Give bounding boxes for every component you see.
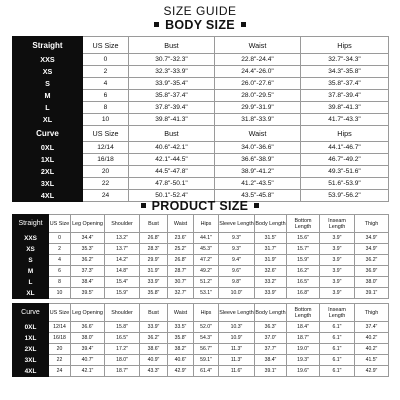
category-header: Straight <box>13 37 83 54</box>
measurement-cell: 34.0"-36.6" <box>215 142 301 154</box>
size-label-cell: XL <box>13 288 49 299</box>
measurement-cell: 11.6" <box>219 366 255 377</box>
measurement-cell: 28.0"-29.5" <box>215 90 301 102</box>
table-row <box>13 344 389 355</box>
us-size-cell: 8 <box>83 102 129 114</box>
size-label-cell: L <box>13 102 83 114</box>
measurement-cell: 35.8" <box>168 333 194 344</box>
measurement-cell: 40.7" <box>71 355 105 366</box>
measurement-cell: 49.2" <box>194 266 219 277</box>
measurement-cell: 50.1"-52.4" <box>129 190 215 202</box>
measurement-cell: 38.0" <box>355 277 389 288</box>
size-label-cell: S <box>13 78 83 90</box>
size-label-cell: M <box>13 90 83 102</box>
measurement-cell: 42.9" <box>355 366 389 377</box>
measurement-cell: 29.9" <box>140 255 168 266</box>
column-header: Hips <box>194 304 219 322</box>
measurement-cell: 19.0" <box>287 344 320 355</box>
measurement-cell: 36.6"-38.9" <box>215 154 301 166</box>
measurement-cell: 33.2" <box>255 277 287 288</box>
measurement-cell: 37.8"-39.4" <box>301 90 389 102</box>
measurement-cell: 38.0" <box>71 333 105 344</box>
column-header: Inseam Length <box>320 215 355 233</box>
measurement-cell: 10.0" <box>219 288 255 299</box>
measurement-cell: 42.1"-44.5" <box>129 154 215 166</box>
column-header: Bottom Length <box>287 215 320 233</box>
size-label-cell: 3XL <box>13 355 49 366</box>
measurement-cell: 42.9" <box>168 366 194 377</box>
measurement-cell: 37.8"-39.4" <box>129 102 215 114</box>
size-label-cell: 0XL <box>13 142 83 154</box>
measurement-cell: 9.4" <box>219 255 255 266</box>
product-size-title: PRODUCT SIZE <box>151 199 249 213</box>
category-header: Curve <box>13 304 49 322</box>
measurement-cell: 34.9" <box>355 233 389 244</box>
table-header-row <box>13 37 389 54</box>
measurement-cell: 15.9" <box>287 255 320 266</box>
measurement-cell: 39.1" <box>255 366 287 377</box>
measurement-cell: 46.7"-49.2" <box>301 154 389 166</box>
measurement-cell: 54.3" <box>194 333 219 344</box>
measurement-cell: 9.8" <box>219 277 255 288</box>
measurement-cell: 36.6" <box>71 322 105 333</box>
us-size-cell: 22 <box>49 355 71 366</box>
measurement-cell: 35.3" <box>71 244 105 255</box>
column-header: Leg Opening <box>71 304 105 322</box>
measurement-cell: 13.7" <box>105 244 140 255</box>
table-row <box>13 90 389 102</box>
square-bullet-icon <box>254 203 259 208</box>
us-size-cell: 10 <box>83 114 129 126</box>
column-header: Hips <box>194 215 219 233</box>
table-row <box>13 78 389 90</box>
measurement-cell: 29.9"-31.9" <box>215 102 301 114</box>
column-header: Inseam Length <box>320 304 355 322</box>
size-label-cell: 3XL <box>13 178 83 190</box>
measurement-cell: 33.5" <box>168 322 194 333</box>
measurement-cell: 38.4" <box>71 277 105 288</box>
measurement-cell: 32.7"-34.3" <box>301 54 389 66</box>
measurement-cell: 28.3" <box>140 244 168 255</box>
measurement-cell: 33.9" <box>255 288 287 299</box>
measurement-cell: 47.2" <box>194 255 219 266</box>
table-row <box>13 54 389 66</box>
table-header-row <box>13 304 389 322</box>
column-header: Bust <box>140 304 168 322</box>
table-row <box>13 366 389 377</box>
measurement-cell: 30.7" <box>168 277 194 288</box>
size-label-cell: XS <box>13 66 83 78</box>
category-header: Straight <box>13 215 49 233</box>
table-row <box>13 277 389 288</box>
size-label-cell: 1XL <box>13 333 49 344</box>
column-header: Shoulder <box>105 215 140 233</box>
measurement-cell: 11.3" <box>219 355 255 366</box>
measurement-cell: 44.1"-46.7" <box>301 142 389 154</box>
column-header: Waist <box>215 37 301 54</box>
column-header: Bust <box>129 126 215 142</box>
measurement-cell: 6.1" <box>320 333 355 344</box>
size-label-cell: 2XL <box>13 166 83 178</box>
measurement-cell: 14.8" <box>105 266 140 277</box>
table-row <box>13 102 389 114</box>
body-size-straight-table <box>12 36 389 126</box>
measurement-cell: 33.9" <box>140 277 168 288</box>
measurement-cell: 35.8" <box>140 288 168 299</box>
measurement-cell: 59.1" <box>194 355 219 366</box>
measurement-cell: 16.5" <box>105 333 140 344</box>
size-guide-title: SIZE GUIDE <box>163 4 237 18</box>
us-size-cell: 22 <box>83 178 129 190</box>
measurement-cell: 45.3" <box>194 244 219 255</box>
measurement-cell: 38.9"-41.2" <box>215 166 301 178</box>
measurement-cell: 36.3" <box>255 322 287 333</box>
measurement-cell: 15.9" <box>105 288 140 299</box>
measurement-cell: 10.9" <box>219 333 255 344</box>
measurement-cell: 56.7" <box>194 344 219 355</box>
measurement-cell: 44.5"-47.8" <box>129 166 215 178</box>
body-size-title: BODY SIZE <box>165 18 235 32</box>
measurement-cell: 13.2" <box>105 233 140 244</box>
measurement-cell: 39.8"-41.3" <box>301 102 389 114</box>
us-size-cell: 8 <box>49 277 71 288</box>
measurement-cell: 51.6"-53.9" <box>301 178 389 190</box>
column-header: Bust <box>129 37 215 54</box>
measurement-cell: 19.3" <box>287 355 320 366</box>
us-size-cell: 6 <box>49 266 71 277</box>
measurement-cell: 31.7" <box>255 244 287 255</box>
measurement-cell: 49.3"-51.6" <box>301 166 389 178</box>
column-header: Shoulder <box>105 304 140 322</box>
measurement-cell: 41.2"-43.5" <box>215 178 301 190</box>
us-size-cell: 20 <box>49 344 71 355</box>
table-row <box>13 288 389 299</box>
size-label-cell: 4XL <box>13 190 83 202</box>
measurement-cell: 11.3" <box>219 344 255 355</box>
column-header: Bust <box>140 215 168 233</box>
measurement-cell: 23.6" <box>168 233 194 244</box>
square-bullet-icon <box>241 22 246 27</box>
measurement-cell: 6.1" <box>320 344 355 355</box>
column-header: Leg Opening <box>71 215 105 233</box>
measurement-cell: 18.7" <box>105 366 140 377</box>
size-label-cell: XL <box>13 114 83 126</box>
measurement-cell: 35.8"-37.4" <box>129 90 215 102</box>
us-size-cell: 10 <box>49 288 71 299</box>
measurement-cell: 38.6" <box>140 344 168 355</box>
measurement-cell: 6.1" <box>320 355 355 366</box>
measurement-cell: 26.0"-27.6" <box>215 78 301 90</box>
measurement-cell: 16.2" <box>287 266 320 277</box>
measurement-cell: 34.3"-35.8" <box>301 66 389 78</box>
square-bullet-icon <box>154 22 159 27</box>
table-row <box>13 322 389 333</box>
measurement-cell: 15.4" <box>105 277 140 288</box>
size-label-cell: S <box>13 255 49 266</box>
measurement-cell: 16.8" <box>287 288 320 299</box>
measurement-cell: 37.4" <box>355 322 389 333</box>
column-header: Waist <box>215 126 301 142</box>
measurement-cell: 9.3" <box>219 244 255 255</box>
measurement-cell: 40.9" <box>140 355 168 366</box>
product-size-curve-table <box>12 303 389 377</box>
size-label-cell: 1XL <box>13 154 83 166</box>
column-header: Hips <box>301 126 389 142</box>
measurement-cell: 18.7" <box>287 333 320 344</box>
column-header: US Size <box>49 304 71 322</box>
measurement-cell: 33.9" <box>140 322 168 333</box>
measurement-cell: 9.6" <box>219 266 255 277</box>
us-size-cell: 2 <box>49 244 71 255</box>
measurement-cell: 53.9"-56.2" <box>301 190 389 202</box>
size-label-cell: M <box>13 266 49 277</box>
us-size-cell: 12/14 <box>83 142 129 154</box>
measurement-cell: 24.4"-26.0" <box>215 66 301 78</box>
measurement-cell: 6.1" <box>320 366 355 377</box>
measurement-cell: 19.6" <box>287 366 320 377</box>
table-row <box>13 333 389 344</box>
measurement-cell: 36.2" <box>71 255 105 266</box>
column-header: Hips <box>301 37 389 54</box>
table-row <box>13 154 389 166</box>
measurement-cell: 38.2" <box>168 344 194 355</box>
measurement-cell: 36.2" <box>140 333 168 344</box>
measurement-cell: 39.4" <box>71 344 105 355</box>
measurement-cell: 37.7" <box>255 344 287 355</box>
size-label-cell: XXS <box>13 233 49 244</box>
us-size-cell: 16/18 <box>49 333 71 344</box>
table-row <box>13 255 389 266</box>
size-label-cell: L <box>13 277 49 288</box>
table-row <box>13 355 389 366</box>
us-size-cell: 6 <box>83 90 129 102</box>
table-row <box>13 244 389 255</box>
measurement-cell: 37.0" <box>255 333 287 344</box>
size-label-cell: XS <box>13 244 49 255</box>
column-header: Waist <box>168 304 194 322</box>
measurement-cell: 3.9" <box>320 255 355 266</box>
us-size-cell: 4 <box>49 255 71 266</box>
measurement-cell: 15.6" <box>287 233 320 244</box>
measurement-cell: 39.8"-41.3" <box>129 114 215 126</box>
measurement-cell: 43.5"-45.8" <box>215 190 301 202</box>
measurement-cell: 37.3" <box>71 266 105 277</box>
measurement-cell: 41.7"-43.3" <box>301 114 389 126</box>
table-row <box>13 114 389 126</box>
size-label-cell: 2XL <box>13 344 49 355</box>
us-size-cell: 0 <box>49 233 71 244</box>
measurement-cell: 15.7" <box>287 244 320 255</box>
measurement-cell: 34.4" <box>71 233 105 244</box>
measurement-cell: 31.5" <box>255 233 287 244</box>
column-header: Sleeve Length <box>219 304 255 322</box>
us-size-cell: 0 <box>83 54 129 66</box>
measurement-cell: 25.2" <box>168 244 194 255</box>
measurement-cell: 61.4" <box>194 366 219 377</box>
measurement-cell: 35.8"-37.4" <box>301 78 389 90</box>
measurement-cell: 3.9" <box>320 288 355 299</box>
size-label-cell: XXS <box>13 54 83 66</box>
measurement-cell: 32.6" <box>255 266 287 277</box>
measurement-cell: 34.9" <box>355 244 389 255</box>
us-size-cell: 16/18 <box>83 154 129 166</box>
measurement-cell: 17.2" <box>105 344 140 355</box>
column-header: Body Length <box>255 215 287 233</box>
measurement-cell: 31.9" <box>140 266 168 277</box>
size-label-cell: 4XL <box>13 366 49 377</box>
us-size-cell: 24 <box>49 366 71 377</box>
measurement-cell: 14.2" <box>105 255 140 266</box>
measurement-cell: 51.2" <box>194 277 219 288</box>
measurement-cell: 26.8" <box>168 255 194 266</box>
measurement-cell: 16.5" <box>287 277 320 288</box>
column-header: US Size <box>83 126 129 142</box>
measurement-cell: 3.9" <box>320 266 355 277</box>
measurement-cell: 31.8"-33.9" <box>215 114 301 126</box>
measurement-cell: 31.9" <box>255 255 287 266</box>
measurement-cell: 36.2" <box>355 255 389 266</box>
us-size-cell: 2 <box>83 66 129 78</box>
table-header-row <box>13 126 389 142</box>
measurement-cell: 47.8"-50.1" <box>129 178 215 190</box>
measurement-cell: 40.6" <box>168 355 194 366</box>
column-header: Thigh <box>355 304 389 322</box>
measurement-cell: 18.4" <box>287 322 320 333</box>
table-header-row <box>13 215 389 233</box>
measurement-cell: 15.8" <box>105 322 140 333</box>
column-header: Thigh <box>355 215 389 233</box>
measurement-cell: 9.3" <box>219 233 255 244</box>
measurement-cell: 33.9"-35.4" <box>129 78 215 90</box>
measurement-cell: 22.8"-24.4" <box>215 54 301 66</box>
measurement-cell: 53.1" <box>194 288 219 299</box>
measurement-cell: 32.3"-33.9" <box>129 66 215 78</box>
table-row <box>13 178 389 190</box>
measurement-cell: 36.9" <box>355 266 389 277</box>
column-header: Waist <box>168 215 194 233</box>
measurement-cell: 40.2" <box>355 333 389 344</box>
measurement-cell: 38.4" <box>255 355 287 366</box>
body-size-curve-table <box>12 125 389 202</box>
measurement-cell: 42.1" <box>71 366 105 377</box>
measurement-cell: 39.5" <box>71 288 105 299</box>
table-row <box>13 142 389 154</box>
table-row <box>13 66 389 78</box>
us-size-cell: 4 <box>83 78 129 90</box>
table-row <box>13 166 389 178</box>
measurement-cell: 10.3" <box>219 322 255 333</box>
measurement-cell: 3.9" <box>320 277 355 288</box>
measurement-cell: 44.1" <box>194 233 219 244</box>
measurement-cell: 28.7" <box>168 266 194 277</box>
measurement-cell: 26.8" <box>140 233 168 244</box>
category-header: Curve <box>13 126 83 142</box>
measurement-cell: 39.1" <box>355 288 389 299</box>
size-label-cell: 0XL <box>13 322 49 333</box>
product-size-heading <box>0 199 400 213</box>
column-header: US Size <box>83 37 129 54</box>
measurement-cell: 52.0" <box>194 322 219 333</box>
table-row <box>13 266 389 277</box>
measurement-cell: 40.2" <box>355 344 389 355</box>
us-size-cell: 20 <box>83 166 129 178</box>
column-header: US Size <box>49 215 71 233</box>
us-size-cell: 12/14 <box>49 322 71 333</box>
product-size-straight-table <box>12 214 389 299</box>
us-size-cell: 24 <box>83 190 129 202</box>
measurement-cell: 41.5" <box>355 355 389 366</box>
column-header: Body Length <box>255 304 287 322</box>
table-row <box>13 233 389 244</box>
column-header: Bottom Length <box>287 304 320 322</box>
measurement-cell: 3.9" <box>320 244 355 255</box>
square-bullet-icon <box>141 203 146 208</box>
measurement-cell: 18.0" <box>105 355 140 366</box>
measurement-cell: 43.3" <box>140 366 168 377</box>
measurement-cell: 40.6"-42.1" <box>129 142 215 154</box>
measurement-cell: 32.7" <box>168 288 194 299</box>
column-header: Sleeve Length <box>219 215 255 233</box>
measurement-cell: 6.1" <box>320 322 355 333</box>
measurement-cell: 3.9" <box>320 233 355 244</box>
body-size-heading <box>0 18 400 32</box>
measurement-cell: 30.7"-32.3" <box>129 54 215 66</box>
